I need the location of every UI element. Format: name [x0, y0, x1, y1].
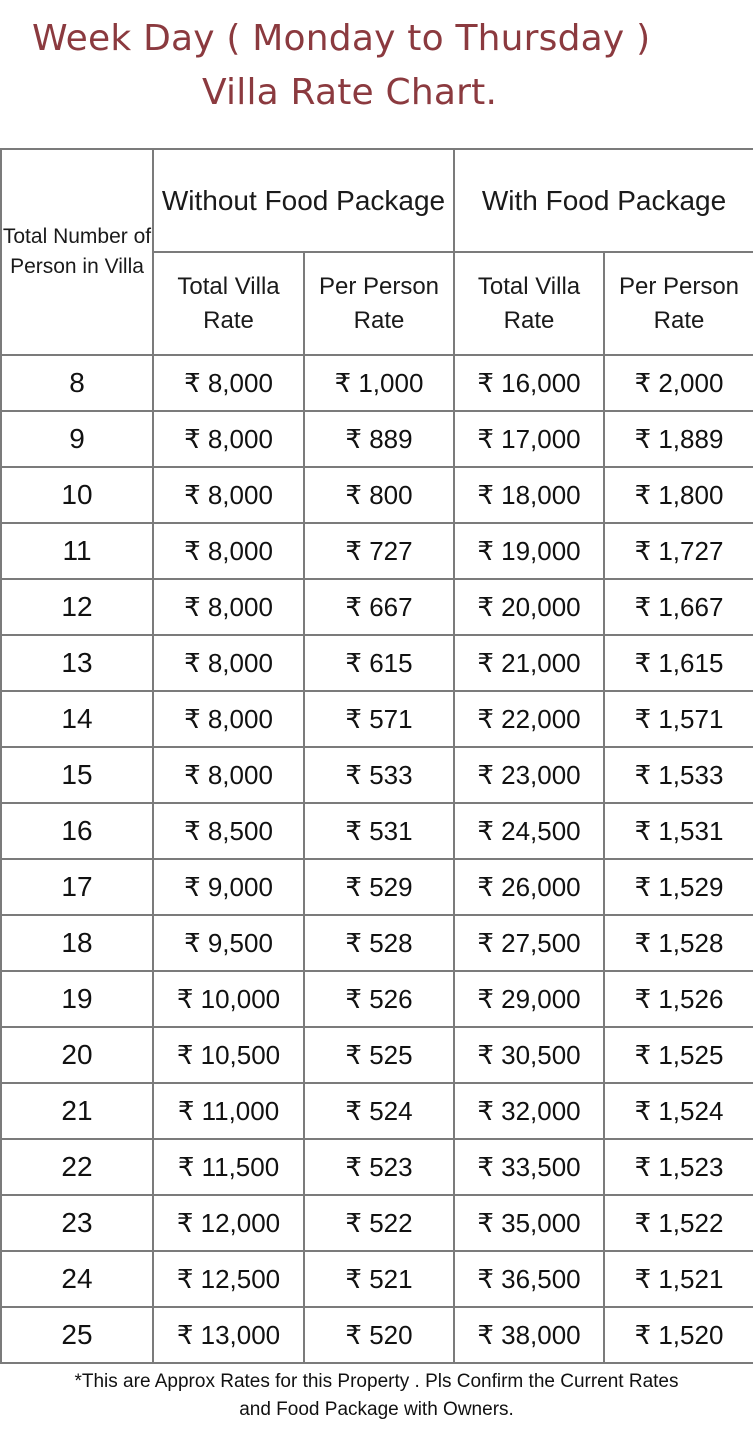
with-food-per-person-cell: ₹ 1,526: [604, 971, 753, 1027]
table-row: [1, 1027, 753, 1083]
persons-cell: 16: [1, 803, 153, 859]
without-food-per-person-cell: ₹ 667: [304, 579, 454, 635]
without-food-per-person-cell: ₹ 727: [304, 523, 454, 579]
with-food-total-cell: ₹ 27,500: [454, 915, 604, 971]
persons-cell: 15: [1, 747, 153, 803]
with-food-total-cell: ₹ 36,500: [454, 1251, 604, 1307]
without-food-total-cell: ₹ 10,000: [153, 971, 304, 1027]
with-food-per-person-cell: ₹ 1,523: [604, 1139, 753, 1195]
table-row: [1, 355, 753, 411]
with-food-per-person-cell: ₹ 1,800: [604, 467, 753, 523]
without-food-per-person-cell: ₹ 524: [304, 1083, 454, 1139]
without-food-total-cell: ₹ 11,000: [153, 1083, 304, 1139]
header-with-food-per-person-rate: Per Person Rate: [604, 252, 753, 355]
table-row: [1, 467, 753, 523]
with-food-total-cell: ₹ 38,000: [454, 1307, 604, 1363]
without-food-total-cell: ₹ 8,000: [153, 355, 304, 411]
without-food-total-cell: ₹ 8,000: [153, 747, 304, 803]
table-row: [1, 1307, 753, 1363]
without-food-per-person-cell: ₹ 800: [304, 467, 454, 523]
with-food-per-person-cell: ₹ 1,528: [604, 915, 753, 971]
without-food-total-cell: ₹ 12,500: [153, 1251, 304, 1307]
with-food-per-person-cell: ₹ 1,521: [604, 1251, 753, 1307]
with-food-total-cell: ₹ 29,000: [454, 971, 604, 1027]
with-food-total-cell: ₹ 35,000: [454, 1195, 604, 1251]
table-row: [1, 1139, 753, 1195]
with-food-total-cell: ₹ 32,000: [454, 1083, 604, 1139]
without-food-total-cell: ₹ 8,000: [153, 523, 304, 579]
rate-table: [0, 148, 753, 1364]
with-food-total-cell: ₹ 18,000: [454, 467, 604, 523]
without-food-per-person-cell: ₹ 528: [304, 915, 454, 971]
persons-cell: 22: [1, 1139, 153, 1195]
with-food-per-person-cell: ₹ 1,522: [604, 1195, 753, 1251]
without-food-total-cell: ₹ 9,500: [153, 915, 304, 971]
with-food-per-person-cell: ₹ 1,520: [604, 1307, 753, 1363]
without-food-per-person-cell: ₹ 531: [304, 803, 454, 859]
without-food-per-person-cell: ₹ 525: [304, 1027, 454, 1083]
with-food-per-person-cell: ₹ 1,889: [604, 411, 753, 467]
with-food-total-cell: ₹ 21,000: [454, 635, 604, 691]
without-food-total-cell: ₹ 8,000: [153, 411, 304, 467]
persons-cell: 19: [1, 971, 153, 1027]
without-food-per-person-cell: ₹ 615: [304, 635, 454, 691]
header-without-food-total-villa-rate: Total Villa Rate: [153, 252, 304, 355]
table-row: [1, 1195, 753, 1251]
with-food-per-person-cell: ₹ 1,667: [604, 579, 753, 635]
without-food-total-cell: ₹ 11,500: [153, 1139, 304, 1195]
title-block: [0, 0, 753, 148]
with-food-total-cell: ₹ 30,500: [454, 1027, 604, 1083]
persons-cell: 9: [1, 411, 153, 467]
without-food-per-person-cell: ₹ 529: [304, 859, 454, 915]
without-food-per-person-cell: ₹ 889: [304, 411, 454, 467]
with-food-per-person-cell: ₹ 1,531: [604, 803, 753, 859]
without-food-total-cell: ₹ 8,000: [153, 467, 304, 523]
title-line-1: Week Day ( Monday to Thursday ): [32, 18, 651, 59]
with-food-total-cell: ₹ 23,000: [454, 747, 604, 803]
with-food-total-cell: ₹ 19,000: [454, 523, 604, 579]
table-row: [1, 523, 753, 579]
header-without-food: Without Food Package: [153, 149, 454, 252]
with-food-total-cell: ₹ 22,000: [454, 691, 604, 747]
persons-cell: 18: [1, 915, 153, 971]
with-food-total-cell: ₹ 26,000: [454, 859, 604, 915]
table-row: [1, 915, 753, 971]
with-food-total-cell: ₹ 24,500: [454, 803, 604, 859]
without-food-total-cell: ₹ 8,000: [153, 691, 304, 747]
persons-cell: 14: [1, 691, 153, 747]
persons-cell: 23: [1, 1195, 153, 1251]
table-row: [1, 859, 753, 915]
persons-cell: 25: [1, 1307, 153, 1363]
with-food-per-person-cell: ₹ 1,615: [604, 635, 753, 691]
table-row: [1, 747, 753, 803]
table-row: [1, 971, 753, 1027]
persons-cell: 24: [1, 1251, 153, 1307]
without-food-per-person-cell: ₹ 533: [304, 747, 454, 803]
header-total-persons: Total Number of Person in Villa: [1, 149, 153, 355]
persons-cell: 17: [1, 859, 153, 915]
without-food-per-person-cell: ₹ 1,000: [304, 355, 454, 411]
with-food-per-person-cell: ₹ 1,529: [604, 859, 753, 915]
persons-cell: 21: [1, 1083, 153, 1139]
persons-cell: 20: [1, 1027, 153, 1083]
without-food-per-person-cell: ₹ 521: [304, 1251, 454, 1307]
persons-cell: 8: [1, 355, 153, 411]
with-food-total-cell: ₹ 17,000: [454, 411, 604, 467]
with-food-total-cell: ₹ 33,500: [454, 1139, 604, 1195]
without-food-total-cell: ₹ 8,500: [153, 803, 304, 859]
without-food-total-cell: ₹ 10,500: [153, 1027, 304, 1083]
title-line-2: Villa Rate Chart.: [202, 72, 498, 113]
with-food-per-person-cell: ₹ 1,571: [604, 691, 753, 747]
table-row: [1, 1251, 753, 1307]
persons-cell: 13: [1, 635, 153, 691]
persons-cell: 12: [1, 579, 153, 635]
header-with-food-total-villa-rate: Total Villa Rate: [454, 252, 604, 355]
table-row: [1, 803, 753, 859]
table-row: [1, 579, 753, 635]
with-food-per-person-cell: ₹ 1,727: [604, 523, 753, 579]
without-food-total-cell: ₹ 13,000: [153, 1307, 304, 1363]
without-food-total-cell: ₹ 9,000: [153, 859, 304, 915]
without-food-per-person-cell: ₹ 522: [304, 1195, 454, 1251]
table-row: [1, 411, 753, 467]
with-food-total-cell: ₹ 16,000: [454, 355, 604, 411]
header-without-food-per-person-rate: Per Person Rate: [304, 252, 454, 355]
with-food-per-person-cell: ₹ 1,525: [604, 1027, 753, 1083]
footnote: [0, 1360, 753, 1432]
rate-table-body: [1, 355, 753, 1363]
without-food-total-cell: ₹ 12,000: [153, 1195, 304, 1251]
without-food-total-cell: ₹ 8,000: [153, 579, 304, 635]
footnote-line-2: and Food Package with Owners.: [239, 1399, 514, 1420]
without-food-per-person-cell: ₹ 526: [304, 971, 454, 1027]
without-food-per-person-cell: ₹ 571: [304, 691, 454, 747]
without-food-total-cell: ₹ 8,000: [153, 635, 304, 691]
table-row: [1, 1083, 753, 1139]
with-food-per-person-cell: ₹ 2,000: [604, 355, 753, 411]
footnote-line-1: *This are Approx Rates for this Property . Pls Confirm the Current Rates: [74, 1371, 679, 1392]
with-food-per-person-cell: ₹ 1,533: [604, 747, 753, 803]
with-food-per-person-cell: ₹ 1,524: [604, 1083, 753, 1139]
persons-cell: 10: [1, 467, 153, 523]
with-food-total-cell: ₹ 20,000: [454, 579, 604, 635]
persons-cell: 11: [1, 523, 153, 579]
without-food-per-person-cell: ₹ 523: [304, 1139, 454, 1195]
table-row: [1, 691, 753, 747]
header-with-food: With Food Package: [454, 149, 753, 252]
without-food-per-person-cell: ₹ 520: [304, 1307, 454, 1363]
table-row: [1, 635, 753, 691]
